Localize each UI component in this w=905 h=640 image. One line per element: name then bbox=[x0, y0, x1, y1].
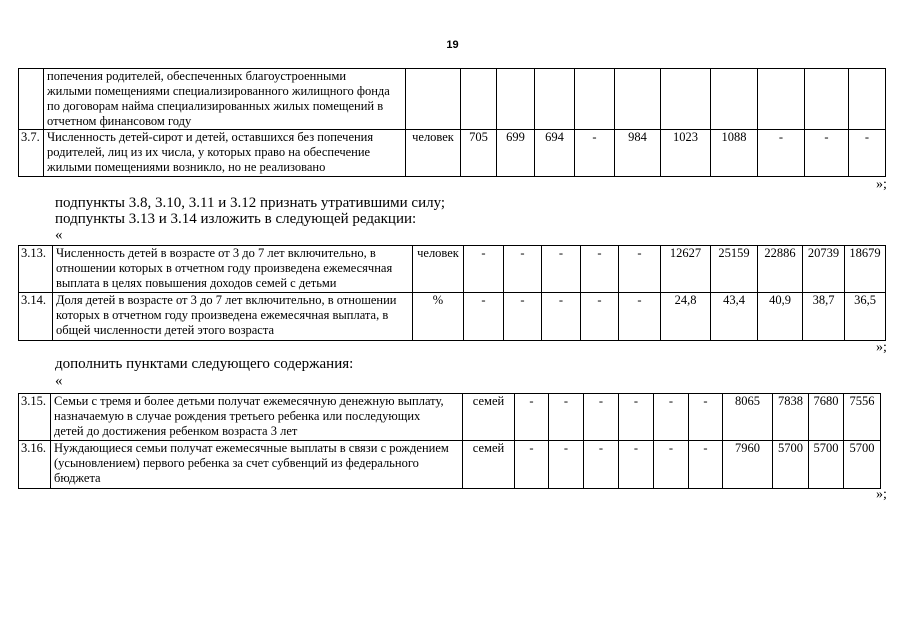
value-cell: - bbox=[689, 394, 723, 441]
table-row bbox=[19, 293, 886, 341]
value-cell: 12627 bbox=[661, 246, 711, 293]
row-number: 3.15. bbox=[19, 394, 51, 441]
indicators-table-3 bbox=[18, 393, 881, 489]
value-cell: - bbox=[575, 130, 615, 177]
value-cell: - bbox=[549, 441, 584, 489]
value-cell: - bbox=[619, 293, 661, 341]
value-cell: 694 bbox=[535, 130, 575, 177]
value-cell: 25159 bbox=[711, 246, 758, 293]
value-cell: - bbox=[689, 441, 723, 489]
value-cell: - bbox=[515, 394, 549, 441]
row-unit: % bbox=[413, 293, 464, 341]
row-description: Численность детей в возрасте от 3 до 7 лет включительно, в отношении которых в отчетном году произведена ежемесячная выплата в целях повышения доходов семей с детьми bbox=[53, 246, 413, 293]
row-description: Доля детей в возрасте от 3 до 7 лет включительно, в отношении которых в отчетном году произведена ежемесячная выплата, в общей численности детей этого возраста bbox=[53, 293, 413, 341]
value-cell bbox=[758, 69, 805, 130]
value-cell: 24,8 bbox=[661, 293, 711, 341]
value-cell: - bbox=[654, 441, 689, 489]
opening-quote: « bbox=[55, 373, 63, 389]
row-number: 3.13. bbox=[19, 246, 53, 293]
value-cell: 7960 bbox=[723, 441, 773, 489]
instruction-paragraph: подпункты 3.8, 3.10, 3.11 и 3.12 признать утратившими силу; bbox=[55, 195, 446, 211]
value-cell: - bbox=[464, 293, 504, 341]
value-cell: 5700 bbox=[809, 441, 844, 489]
value-cell: 7556 bbox=[844, 394, 881, 441]
value-cell: 22886 bbox=[758, 246, 803, 293]
row-number: 3.16. bbox=[19, 441, 51, 489]
value-cell bbox=[615, 69, 661, 130]
value-cell: - bbox=[805, 130, 849, 177]
value-cell: 43,4 bbox=[711, 293, 758, 341]
opening-quote: « bbox=[55, 227, 63, 243]
value-cell: - bbox=[504, 246, 542, 293]
value-cell: 984 bbox=[615, 130, 661, 177]
value-cell bbox=[535, 69, 575, 130]
page-number: 19 bbox=[446, 39, 459, 51]
value-cell: - bbox=[619, 246, 661, 293]
value-cell: 1023 bbox=[661, 130, 711, 177]
instruction-paragraph: дополнить пунктами следующего содержания: bbox=[55, 356, 354, 372]
row-unit: семей bbox=[463, 394, 515, 441]
value-cell: 18679 bbox=[845, 246, 886, 293]
table-row bbox=[19, 441, 881, 489]
value-cell bbox=[461, 69, 497, 130]
row-unit: человек bbox=[413, 246, 464, 293]
value-cell: - bbox=[542, 246, 581, 293]
row-description: Численность детей-сирот и детей, оставшихся без попечения родителей, лиц из их числа, у которых право на обеспечение жилыми помещениями возникло, но не реализовано bbox=[44, 130, 406, 177]
value-cell: 20739 bbox=[803, 246, 845, 293]
value-cell: - bbox=[584, 394, 619, 441]
value-cell: - bbox=[619, 441, 654, 489]
table-row bbox=[19, 69, 886, 130]
indicators-table-2 bbox=[18, 245, 886, 341]
value-cell bbox=[497, 69, 535, 130]
value-cell: - bbox=[504, 293, 542, 341]
row-unit: человек bbox=[406, 130, 461, 177]
row-description: Нуждающиеся семьи получат ежемесячные выплаты в связи с рождением (усыновлением) первого ребенка за счет субвенций из федерального бюджета bbox=[51, 441, 463, 489]
row-unit bbox=[406, 69, 461, 130]
value-cell bbox=[849, 69, 886, 130]
row-number bbox=[19, 69, 44, 130]
value-cell: 8065 bbox=[723, 394, 773, 441]
value-cell: - bbox=[619, 394, 654, 441]
value-cell: 7680 bbox=[809, 394, 844, 441]
value-cell bbox=[575, 69, 615, 130]
value-cell: 705 bbox=[461, 130, 497, 177]
table-row bbox=[19, 246, 886, 293]
indicators-table-1 bbox=[18, 68, 886, 177]
value-cell: - bbox=[464, 246, 504, 293]
closing-quote: »; bbox=[876, 177, 887, 192]
value-cell bbox=[661, 69, 711, 130]
value-cell: 38,7 bbox=[803, 293, 845, 341]
value-cell: - bbox=[758, 130, 805, 177]
value-cell: - bbox=[542, 293, 581, 341]
value-cell: - bbox=[549, 394, 584, 441]
value-cell: - bbox=[515, 441, 549, 489]
value-cell: 1088 bbox=[711, 130, 758, 177]
instruction-paragraph: подпункты 3.13 и 3.14 изложить в следующей редакции: bbox=[55, 211, 417, 227]
closing-quote: »; bbox=[876, 487, 887, 502]
value-cell bbox=[805, 69, 849, 130]
value-cell: - bbox=[849, 130, 886, 177]
row-number: 3.7. bbox=[19, 130, 44, 177]
table-row bbox=[19, 130, 886, 177]
value-cell: - bbox=[654, 394, 689, 441]
value-cell: - bbox=[584, 441, 619, 489]
value-cell: 5700 bbox=[844, 441, 881, 489]
closing-quote: »; bbox=[876, 340, 887, 355]
value-cell bbox=[711, 69, 758, 130]
row-number: 3.14. bbox=[19, 293, 53, 341]
row-description: Семьи с тремя и более детьми получат ежемесячную денежную выплату, назначаемую в случае рождения третьего ребенка или последующих детей до достижения ребенком возраста 3 лет bbox=[51, 394, 463, 441]
table-row bbox=[19, 394, 881, 441]
value-cell: - bbox=[581, 293, 619, 341]
value-cell: 36,5 bbox=[845, 293, 886, 341]
value-cell: 7838 bbox=[773, 394, 809, 441]
row-unit: семей bbox=[463, 441, 515, 489]
value-cell: - bbox=[581, 246, 619, 293]
value-cell: 5700 bbox=[773, 441, 809, 489]
value-cell: 40,9 bbox=[758, 293, 803, 341]
value-cell: 699 bbox=[497, 130, 535, 177]
row-description: попечения родителей, обеспеченных благоустроенными жилыми помещениями специализированного жилищного фонда по договорам найма специализированных жилых помещений в отчетном финансовом году bbox=[44, 69, 406, 130]
